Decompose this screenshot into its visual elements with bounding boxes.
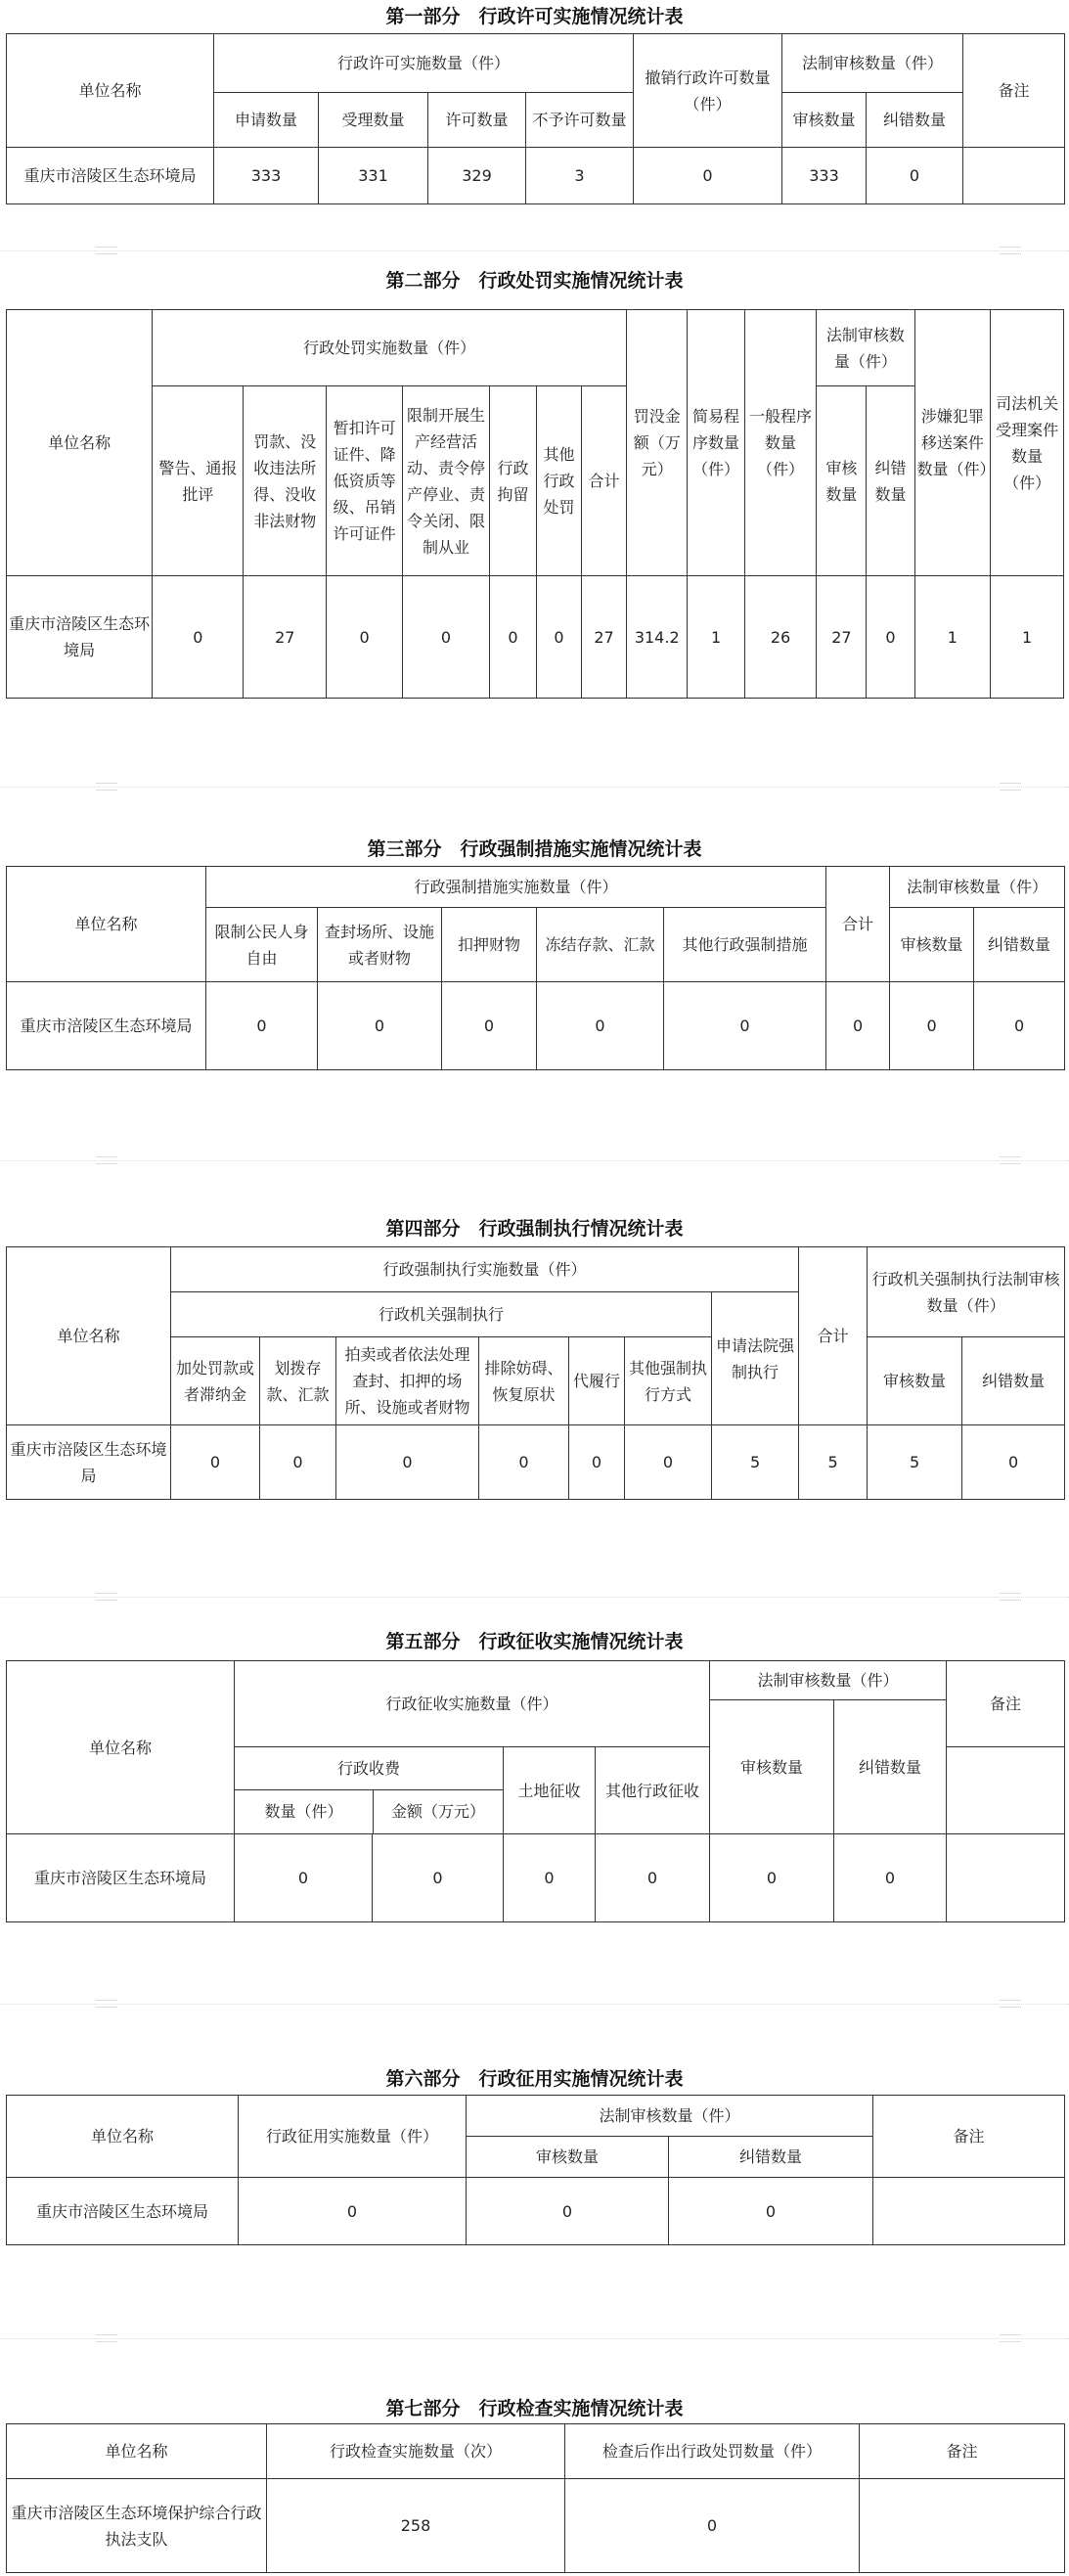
col-total: 合计 [582, 386, 627, 576]
note-header: 备注 [860, 2424, 1065, 2479]
unit-name: 重庆市涪陵区生态环境局 [7, 1425, 171, 1500]
table6 [6, 2095, 1065, 2245]
cell: 0 [402, 576, 489, 699]
unit-name: 重庆市涪陵区生态环境局 [7, 576, 153, 699]
permit-group-header: 行政许可实施数量（件） [214, 34, 634, 93]
table1 [6, 33, 1065, 204]
col-detention: 行政拘留 [489, 386, 536, 576]
cell-empty [873, 2178, 1065, 2245]
cell: 0 [373, 1834, 504, 1922]
unit-name: 重庆市涪陵区生态环境局 [7, 2178, 239, 2245]
col-freeze: 冻结存款、汇款 [537, 908, 664, 982]
table3 [6, 866, 1065, 1070]
unit-col-header: 单位名称 [7, 2096, 239, 2178]
unit-name: 重庆市涪陵区生态环境局 [7, 1834, 235, 1922]
unit-col-header: 单位名称 [7, 867, 206, 982]
cell: 0 [260, 1425, 336, 1500]
note-header: 备注 [963, 34, 1065, 148]
col-other-penalty: 其他行政处罚 [537, 386, 582, 576]
cell: 0 [537, 576, 582, 699]
cell: 0 [489, 576, 536, 699]
cell: 5 [868, 1425, 962, 1500]
col-review: 审核数量 [782, 93, 867, 148]
col-inspection-penalty: 检查后作出行政处罚数量（件） [565, 2424, 860, 2479]
cell: 27 [817, 576, 867, 699]
page-break-mark [1000, 1156, 1021, 1164]
page-break-mark [96, 783, 117, 791]
cell: 331 [319, 148, 428, 204]
cell: 0 [596, 1834, 710, 1922]
cell: 0 [867, 148, 963, 204]
table4-title: 第四部分 行政强制执行情况统计表 [385, 1218, 684, 1240]
col-correct: 纠错数量 [867, 386, 914, 576]
separator [0, 1597, 1069, 1598]
cell: 0 [565, 2479, 860, 2573]
legal-review-header: 法制审核数量（件） [817, 310, 914, 386]
separator [0, 1160, 1069, 1161]
page-break-mark [1000, 2000, 1021, 2008]
page-break-mark [1000, 247, 1021, 254]
cell: 0 [664, 982, 826, 1070]
cell: 5 [799, 1425, 868, 1500]
col-land: 土地征收 [504, 1747, 596, 1834]
page-break-mark [96, 2000, 117, 2008]
crime-transfer-header: 涉嫌犯罪移送案件数量（件） [914, 310, 991, 576]
cell-empty [947, 1834, 1065, 1922]
page-break-mark [96, 1593, 117, 1601]
col-correct: 纠错数量 [834, 1700, 947, 1834]
col-other-levy: 其他行政征收 [596, 1747, 710, 1834]
table3-title: 第三部分 行政强制措施实施情况统计表 [367, 838, 702, 860]
col-auction: 拍卖或者依法处理查封、扣押的场所、设施或者财物 [336, 1337, 479, 1425]
col-deny: 不予许可数量 [526, 93, 634, 148]
col-apply: 申请数量 [214, 93, 319, 148]
col-other-enforce: 其他强制执行方式 [625, 1337, 712, 1425]
levy-group-header: 行政征收实施数量（件） [235, 1661, 710, 1747]
table2 [6, 309, 1064, 699]
col-transfer: 划拨存款、汇款 [260, 1337, 336, 1425]
cell: 0 [318, 982, 442, 1070]
col-substitute: 代履行 [569, 1337, 625, 1425]
unit-name: 重庆市涪陵区生态环境局 [7, 982, 206, 1070]
cell: 26 [744, 576, 817, 699]
cell: 0 [153, 576, 244, 699]
enforce-group-header: 行政强制执行实施数量（件） [171, 1247, 799, 1292]
cell: 333 [214, 148, 319, 204]
col-seize: 扣押财物 [442, 908, 537, 982]
cell: 0 [235, 1834, 373, 1922]
legal-review-header: 法制审核数量（件） [710, 1661, 947, 1700]
cell: 27 [582, 576, 627, 699]
table7 [6, 2423, 1065, 2573]
cell: 0 [634, 148, 782, 204]
cell: 3 [526, 148, 634, 204]
measure-group-header: 行政强制措施实施数量（件） [206, 867, 826, 908]
separator [0, 787, 1069, 788]
col-inspection-count: 行政检查实施数量（次） [267, 2424, 565, 2479]
col-restrict-business: 限制开展生产经营活动、责令停产停业、责令关闭、限制从业 [402, 386, 489, 576]
note-header: 备注 [947, 1661, 1065, 1747]
legal-review-header: 行政机关强制执行法制审核数量（件） [868, 1247, 1065, 1337]
table5-title: 第五部分 行政征收实施情况统计表 [385, 1631, 684, 1652]
fees-header: 行政收费 [235, 1747, 503, 1790]
page-break-mark [96, 247, 117, 254]
cell: 1 [688, 576, 744, 699]
col-fee-count: 数量（件） [235, 1790, 374, 1833]
legal-review-header: 法制审核数量（件） [782, 34, 963, 93]
cell: 0 [327, 576, 403, 699]
cell: 0 [504, 1834, 596, 1922]
table2-title: 第二部分 行政处罚实施情况统计表 [385, 270, 684, 292]
page-break-mark [1000, 783, 1021, 791]
cell: 0 [239, 2178, 467, 2245]
cell-empty [963, 148, 1065, 204]
cell: 314.2 [627, 576, 688, 699]
revoke-header: 撤销行政许可数量（件） [634, 34, 782, 148]
unit-col-header: 单位名称 [7, 2424, 267, 2479]
page-break-mark [96, 1156, 117, 1164]
unit-col-header: 单位名称 [7, 1247, 171, 1425]
col-review: 审核数量 [890, 908, 974, 982]
separator [0, 2004, 1069, 2005]
col-restrict-freedom: 限制公民人身自由 [206, 908, 318, 982]
cell: 0 [537, 982, 664, 1070]
col-warning: 警告、通报批评 [153, 386, 244, 576]
col-correct: 纠错数量 [669, 2137, 873, 2178]
unit-name: 重庆市涪陵区生态环境局 [7, 148, 214, 204]
requisition-header: 行政征用实施数量（件） [239, 2096, 467, 2178]
total-header: 合计 [826, 867, 890, 982]
unit-col-header: 单位名称 [7, 34, 214, 148]
cell: 0 [867, 576, 914, 699]
table7-title: 第七部分 行政检查实施情况统计表 [385, 2398, 684, 2419]
note-header: 备注 [873, 2096, 1065, 2178]
col-suspend-permit: 暂扣许可证件、降低资质等级、吊销许可证件 [327, 386, 403, 576]
cell: 329 [428, 148, 526, 204]
fine-header: 罚没金额（万元） [627, 310, 688, 576]
table1-title: 第一部分 行政许可实施情况统计表 [385, 6, 684, 27]
col-correct: 纠错数量 [974, 908, 1065, 982]
judicial-accept-header: 司法机关受理案件数量（件） [991, 310, 1064, 576]
cell-empty [860, 2479, 1065, 2573]
cell: 0 [467, 2178, 669, 2245]
page-break-mark [1000, 1593, 1021, 1601]
cell: 258 [267, 2479, 565, 2573]
unit-col-header: 单位名称 [7, 1661, 235, 1834]
col-review: 审核数量 [710, 1700, 834, 1834]
agency-enforce-header: 行政机关强制执行 [171, 1292, 712, 1337]
penalty-group-header: 行政处罚实施数量（件） [153, 310, 627, 386]
table5 [6, 1660, 1065, 1922]
page-break-mark [1000, 2334, 1021, 2342]
cell: 0 [569, 1425, 625, 1500]
cell: 0 [826, 982, 890, 1070]
legal-review-header: 法制审核数量（件） [467, 2096, 873, 2137]
col-correct: 纠错数量 [962, 1337, 1065, 1425]
cell: 0 [710, 1834, 834, 1922]
cell: 333 [782, 148, 867, 204]
table4 [6, 1246, 1065, 1500]
unit-col-header: 单位名称 [7, 310, 153, 576]
col-review: 审核数量 [817, 386, 867, 576]
general-header: 一般程序数量（件） [744, 310, 817, 576]
cell: 0 [890, 982, 974, 1070]
table6-title: 第六部分 行政征用实施情况统计表 [385, 2068, 684, 2090]
col-other-measure: 其他行政强制措施 [664, 908, 826, 982]
col-review: 审核数量 [467, 2137, 669, 2178]
cell: 0 [974, 982, 1065, 1070]
col-correct: 纠错数量 [867, 93, 963, 148]
cell: 0 [336, 1425, 479, 1500]
col-review: 审核数量 [868, 1337, 962, 1425]
cell-empty [947, 1747, 1065, 1834]
col-seal: 查封场所、设施或者财物 [318, 908, 442, 982]
cell: 1 [914, 576, 991, 699]
col-grant: 许可数量 [428, 93, 526, 148]
cell: 0 [479, 1425, 569, 1500]
cell: 0 [625, 1425, 712, 1500]
col-accept: 受理数量 [319, 93, 428, 148]
cell: 0 [669, 2178, 873, 2245]
col-fee-amount: 金额（万元） [390, 1802, 485, 1821]
page-break-mark [96, 2334, 117, 2342]
col-remove: 排除妨碍、恢复原状 [479, 1337, 569, 1425]
unit-name: 重庆市涪陵区生态环境保护综合行政执法支队 [7, 2479, 267, 2573]
simple-header: 简易程序数量（件） [688, 310, 744, 576]
cell: 0 [171, 1425, 260, 1500]
cell: 0 [962, 1425, 1065, 1500]
col-late-fee: 加处罚款或者滞纳金 [171, 1337, 260, 1425]
fees-subtable [235, 1747, 504, 1834]
cell: 0 [442, 982, 537, 1070]
cell: 0 [834, 1834, 947, 1922]
cell: 27 [244, 576, 327, 699]
cell: 1 [991, 576, 1064, 699]
total-header: 合计 [799, 1247, 868, 1425]
legal-review-header: 法制审核数量（件） [890, 867, 1065, 908]
court-enforce-header: 申请法院强制执行 [712, 1292, 799, 1425]
col-fine: 罚款、没收违法所得、没收非法财物 [244, 386, 327, 576]
cell: 0 [206, 982, 318, 1070]
cell: 5 [712, 1425, 799, 1500]
separator [0, 2338, 1069, 2339]
separator [0, 250, 1069, 251]
